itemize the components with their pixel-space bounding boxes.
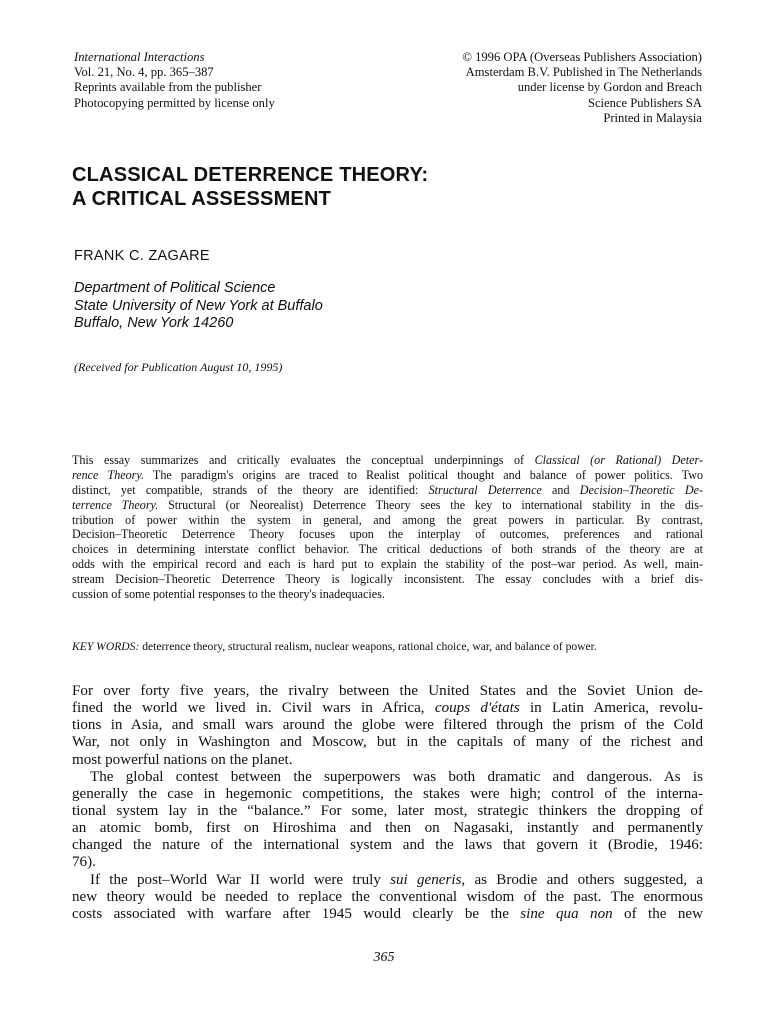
- author-affiliation: [74, 280, 323, 333]
- body-line: 76).: [72, 854, 96, 871]
- body-line: costs associated with warfare after 1945 would clearly be the sine qua non of the new: [72, 905, 703, 922]
- affiliation-line-2: State University of New York at Buffalo: [74, 297, 323, 314]
- publisher-name: Science Publishers SA: [587, 95, 702, 110]
- copyright-line: © 1996 OPA (Overseas Publishers Association): [462, 50, 702, 64]
- body-line: For over forty five years, the rivalry between the United States and the Soviet Union de-: [72, 683, 703, 699]
- photocopy-note: Photocopying permitted by license only: [74, 95, 275, 110]
- abstract-line: This essay summarizes and critically evaluates the conceptual underpinnings of Classical (or Rational) Deter-: [72, 453, 703, 467]
- volume-info: Vol. 21, No. 4, pp. 365–387: [74, 65, 214, 80]
- abstract-line: Decision–Theoretic Deterrence Theory focuses upon the interplay of outcomes, preferences and rational: [72, 527, 703, 542]
- article-title: [72, 163, 428, 211]
- body-line: fined the world we lived in. Civil wars in Africa, coups d'états in Latin America, revolu-: [72, 700, 703, 717]
- body-line: most powerful nations on the planet.: [72, 751, 293, 768]
- affiliation-line-1: Department of Political Science: [74, 280, 276, 296]
- page-number: 365: [373, 950, 395, 965]
- abstract-line: rence Theory. The paradigm's origins are traced to Realist political thought and balance of power politics. Two: [72, 467, 703, 482]
- keywords-label: KEY WORDS:: [72, 640, 140, 653]
- abstract-line: stream Decision–Theoretic Deterrence Theory is logically inconsistent. The essay concludes with a brief dis-: [72, 572, 703, 587]
- abstract-line: choices in determining interstate conflict behavior. The critical deductions of both strands of the theory are at: [72, 542, 703, 557]
- author-name: FRANK C. ZAGARE: [74, 248, 210, 264]
- license-line: under license by Gordon and Breach: [517, 80, 702, 95]
- body-line: tional system lay in the “balance.” For some, later most, strategic thinkers the dropping of: [72, 802, 703, 819]
- abstract-line: tribution of power within the system in general, and among the great powers in particular. By contrast,: [72, 512, 703, 527]
- publisher-line: Amsterdam B.V. Published in The Netherlands: [465, 65, 702, 80]
- body-line: If the post–World War II world were truly sui generis, as Brodie and others suggested, a: [90, 871, 704, 888]
- body-line: War, not only in Washington and Moscow, but in the capitals of many of the richest and: [72, 734, 703, 751]
- title-line-1: CLASSICAL DETERRENCE THEORY:: [72, 164, 429, 186]
- abstract: [72, 453, 703, 602]
- body-line: new theory would be needed to replace the conventional wisdom of the past. The enormous: [72, 888, 703, 905]
- affiliation-line-3: Buffalo, New York 14260: [74, 315, 234, 331]
- printed-line: Printed in Malaysia: [603, 110, 702, 125]
- abstract-line: terrence Theory. Structural (or Neorealist) Deterrence Theory sees the key to international stability in the dis-: [72, 497, 703, 512]
- body-line: generally the case in hegemonic competitions, the stakes were high; control of the interna-: [72, 785, 703, 802]
- body-line: tions in Asia, and small wars around the globe were filtered through the prism of the Cold: [72, 717, 703, 734]
- abstract-line: odds with the empirical record and each is hard put to explain the stability of the post–war period. As well, main-: [72, 557, 703, 572]
- journal-name: International Interactions: [74, 50, 205, 64]
- abstract-line: cussion of some potential responses to the theory's inadequacies.: [72, 587, 385, 602]
- keywords-text: deterrence theory, structural realism, nuclear weapons, rational choice, war, and balance of power.: [139, 640, 597, 653]
- received-date: (Received for Publication August 10, 1995): [74, 360, 283, 374]
- abstract-line: distinct, yet compatible, strands of the theory are identified: Structural Deterrence and Decision–Theoretic De-: [72, 482, 704, 497]
- keywords: [72, 640, 597, 653]
- body-line: an atomic bomb, first on Hiroshima and then on Nagasaki, instantly and permanently: [72, 820, 703, 837]
- title-line-2: A CRITICAL ASSESSMENT: [72, 188, 332, 210]
- copyright-block: [462, 50, 702, 126]
- body-line: The global contest between the superpowers was both dramatic and dangerous. As is: [90, 768, 703, 785]
- body-text: [72, 683, 703, 923]
- reprints-note: Reprints available from the publisher: [74, 80, 262, 95]
- journal-citation: [74, 50, 275, 111]
- body-line: changed the nature of the international system and the laws that govern it (Brodie, 1946:: [72, 837, 703, 854]
